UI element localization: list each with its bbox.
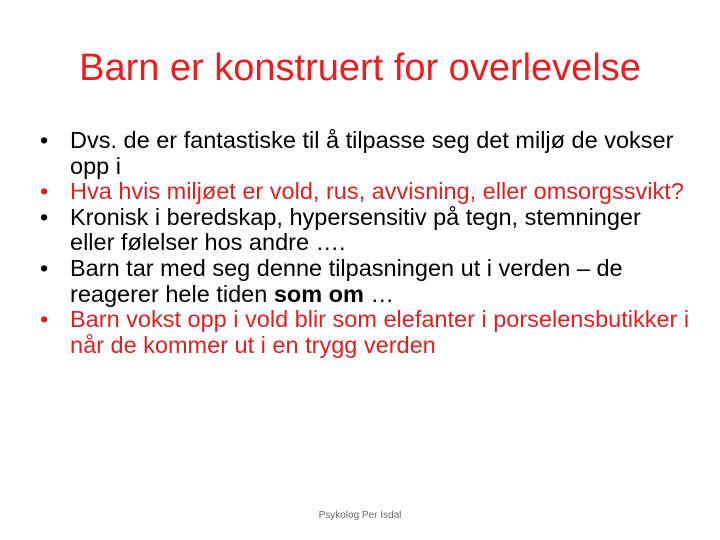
- bullet-item: [40, 205, 690, 256]
- bullet-text: [70, 255, 623, 307]
- bullet-text: Kronisk i beredskap, hypersensitiv på tegn, stemninger eller følelser hos andre ….: [70, 203, 641, 256]
- bullet-dot-icon: [40, 307, 60, 333]
- bullet-text-plain: Barn tar med seg denne tilpasningen ut i verden – de reagerer hele tiden: [70, 254, 623, 307]
- bullet-item: [40, 179, 690, 205]
- bullet-dot-icon: [40, 179, 60, 205]
- bullet-text: Hva hvis miljøet er vold, rus, avvisning, eller omsorgssvikt?: [70, 178, 684, 205]
- bullet-dot-icon: [40, 256, 60, 282]
- bullet-item: [40, 128, 690, 179]
- bullet-text-bold: som om: [273, 280, 364, 307]
- bullet-item: [40, 307, 690, 358]
- bullet-text-plain: …: [363, 280, 394, 307]
- bullet-dot-icon: [40, 128, 60, 154]
- bullet-dot-icon: [40, 205, 60, 231]
- bullet-item: [40, 256, 690, 307]
- bullet-text: Dvs. de er fantastiske til å tilpasse seg det miljø de vokser opp i: [70, 127, 674, 179]
- bullet-text: Barn vokst opp i vold blir som elefanter i porselensbutikker i når de kommer ut i en trygg verden: [70, 306, 690, 358]
- slide-footer: Psykolog Per Isdal: [318, 510, 402, 521]
- bullet-list: [40, 128, 690, 358]
- slide-title: Barn er konstruert for overlevelse: [79, 47, 641, 89]
